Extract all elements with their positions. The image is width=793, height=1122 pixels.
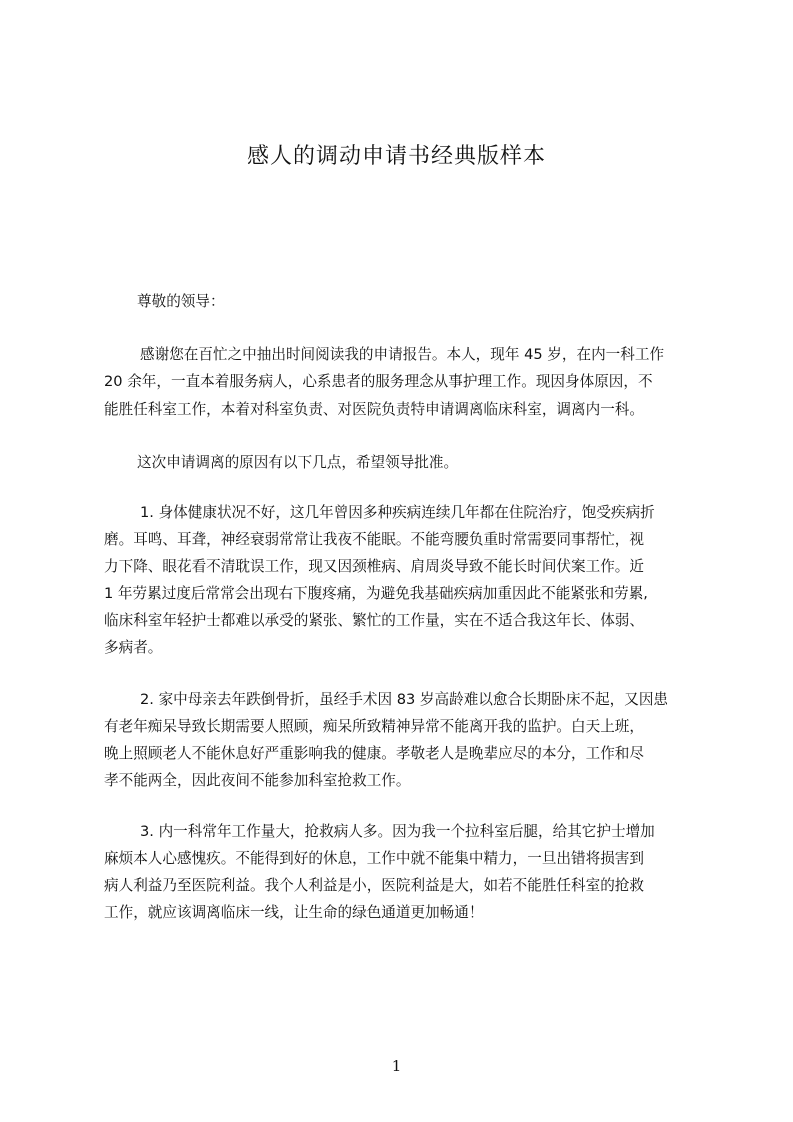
document-title: 感人的调动申请书经典版样本 bbox=[246, 144, 546, 169]
paragraph-3-line-1: 1. 身体健康状况不好，这几年曾因多种疾病连续几年都在住院治疗，饱受疾病折 bbox=[140, 504, 655, 521]
paragraph-1-line-1: 感谢您在百忙之中抽出时间阅读我的申请报告。本人，现年 45 岁，在内一科工作 bbox=[140, 346, 665, 363]
paragraph-3-line-6: 多病者。 bbox=[104, 639, 163, 656]
paragraph-3-line-2: 磨。耳鸣、耳聋，神经衰弱常常让我夜不能眠。不能弯腰负重时常需要同事帮忙，视 bbox=[104, 531, 644, 548]
paragraph-1-line-2: 20 余年，一直本着服务病人，心系患者的服务理念从事护理工作。现因身体原因，不 bbox=[104, 373, 653, 390]
paragraph-3-line-4: 1 年劳累过度后常常会出现右下腹疼痛，为避免我基础疾病加重因此不能紧张和劳累, bbox=[104, 585, 648, 602]
paragraph-4-line-3: 晚上照顾老人不能休息好严重影响我的健康。孝敬老人是晚辈应尽的本分，工作和尽 bbox=[104, 745, 644, 762]
paragraph-5-line-1: 3. 内一科常年工作量大，抢救病人多。因为我一个拉科室后腿，给其它护士增加 bbox=[140, 823, 655, 840]
paragraph-3-line-5: 临床科室年轻护士都难以承受的紧张、繁忙的工作量，实在不适合我这年长、体弱、 bbox=[104, 612, 644, 629]
paragraph-2-line-1: 这次申请调离的原因有以下几点，希望领导批准。 bbox=[137, 454, 459, 471]
paragraph-4-line-4: 孝不能两全，因此夜间不能参加科室抢救工作。 bbox=[104, 772, 411, 789]
paragraph-3-line-3: 力下降、眼花看不清耽误工作，现又因颈椎病、肩周炎导致不能长时间伏案工作。近 bbox=[104, 558, 644, 575]
paragraph-1-line-3: 能胜任科室工作，本着对科室负责、对医院负责特申请调离临床科室，调离内一科。 bbox=[104, 401, 644, 418]
paragraph-5-line-2: 麻烦本人心感愧疚。不能得到好的休息，工作中就不能集中精力，一旦出错将损害到 bbox=[104, 850, 644, 867]
paragraph-5-line-4: 工作，就应该调离临床一线，让生命的绿色通道更加畅通！ bbox=[104, 904, 484, 921]
salutation: 尊敬的领导： bbox=[137, 293, 225, 310]
paragraph-5-line-3: 病人利益乃至医院利益。我个人利益是小，医院利益是大，如若不能胜任科室的抢救 bbox=[104, 877, 644, 894]
page-number: 1 bbox=[391, 1057, 402, 1075]
paragraph-4-line-2: 有老年痴呆导致长期需要人照顾，痴呆所致精神异常不能离开我的监护。白天上班， bbox=[104, 718, 644, 735]
paragraph-4-line-1: 2. 家中母亲去年跌倒骨折，虽经手术因 83 岁高龄难以愈合长期卧床不起，又因患 bbox=[140, 691, 669, 708]
